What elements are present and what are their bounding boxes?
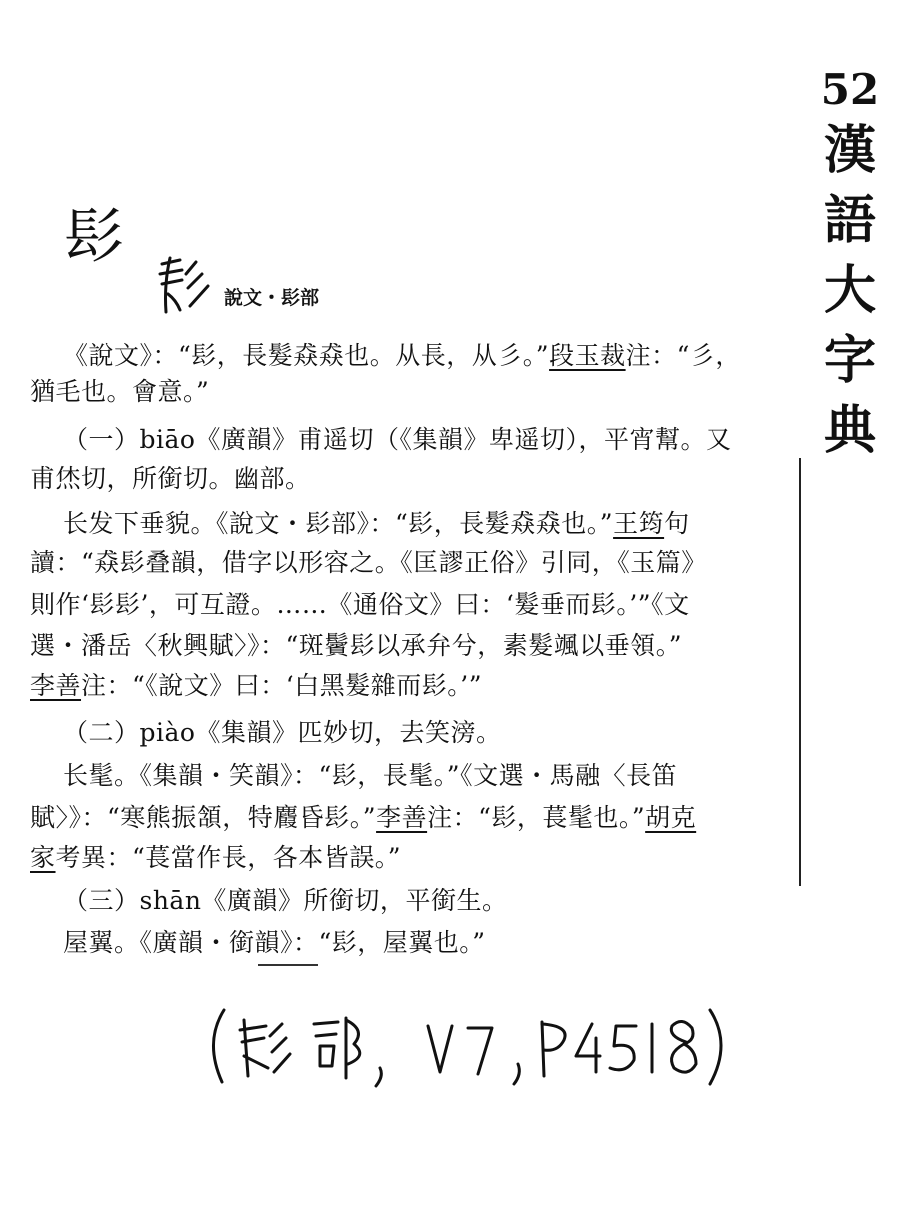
text-segment: （二）piào《集韻》匹妙切，去笑滂。	[63, 718, 502, 747]
underlined-name: 李善	[376, 803, 428, 832]
text-segment: 句	[664, 509, 690, 538]
text-line-2	[30, 374, 209, 410]
entry-head-character: 髟	[64, 202, 124, 272]
trailing-dash	[258, 964, 318, 966]
underlined-name: 家	[30, 843, 56, 872]
text-segment: 屋翼。《廣韻・銜韻》：“髟，屋翼也。”	[63, 928, 486, 957]
text-segment: 選・潘岳〈秋興賦〉》：“斑鬢髟以承弁兮，素髮颯以垂領。”	[30, 631, 683, 660]
underlined-name: 胡克	[645, 803, 697, 832]
seal-script-glyph	[156, 254, 214, 316]
text-line-15	[63, 925, 486, 961]
text-segment: 猶毛也。會意。”	[30, 377, 210, 406]
title-char-1: 漢	[823, 120, 876, 181]
text-line-7	[30, 587, 690, 623]
dictionary-title-column	[810, 64, 890, 466]
text-line-3	[63, 422, 731, 458]
title-char-2: 語	[823, 190, 876, 251]
text-line-8	[30, 628, 682, 664]
text-line-9	[30, 668, 482, 704]
text-line-11	[63, 758, 677, 794]
text-segment: 甫烋切，所銜切。幽部。	[30, 464, 311, 493]
text-segment: 考異：“萇當作長，各本皆誤。”	[55, 843, 402, 872]
text-line-6	[30, 545, 707, 581]
title-char-4: 字	[823, 330, 876, 391]
underlined-name: 段玉裁	[549, 341, 626, 370]
text-segment: 长发下垂貌。《說文・髟部》：“髟，長髮猋猋也。”	[63, 509, 614, 538]
handwritten-note	[196, 1002, 736, 1092]
text-line-13	[30, 840, 401, 876]
underlined-name: 李善	[30, 671, 82, 700]
text-line-10	[63, 715, 501, 751]
text-line-4	[30, 461, 311, 497]
text-segment: 讀：“猋髟叠韻，借字以形容之。《匡謬正俗》引同，《玉篇》	[30, 548, 707, 577]
text-line-12	[30, 800, 696, 836]
text-segment: 注：“髟，萇髦也。”	[427, 803, 646, 832]
text-line-5	[63, 506, 690, 542]
text-segment: （一）biāo《廣韻》甫遥切（《集韻》卑遥切），平宵幫。又	[63, 425, 732, 454]
underlined-name: 王筠	[613, 509, 665, 538]
text-segment: 注：“彡，	[625, 341, 741, 370]
text-line-1	[63, 338, 741, 374]
text-segment: 注：“《說文》曰：‘白黑髮雜而髟。’”	[81, 671, 482, 700]
text-segment: 长髦。《集韻・笑韻》：“髟，長髦。”《文選・馬融〈長笛	[63, 761, 678, 790]
text-segment: 《說文》：“髟，長髮猋猋也。从長，从彡。”	[63, 341, 550, 370]
text-line-14	[63, 883, 507, 919]
title-char-3: 大	[823, 260, 876, 321]
volume-number: 52	[820, 65, 880, 114]
text-segment: （三）shān《廣韻》所銜切，平銜生。	[63, 886, 508, 915]
column-divider	[799, 458, 801, 886]
seal-caption: 說文・髟部	[224, 287, 320, 309]
text-segment: 則作‘髟髟’，可互證。……《通俗文》曰：‘髮垂而髟。’”《文	[30, 590, 690, 619]
text-segment: 賦〉》：“寒熊振頷，特麚昏髟。”	[30, 803, 377, 832]
title-char-5: 典	[823, 400, 876, 461]
